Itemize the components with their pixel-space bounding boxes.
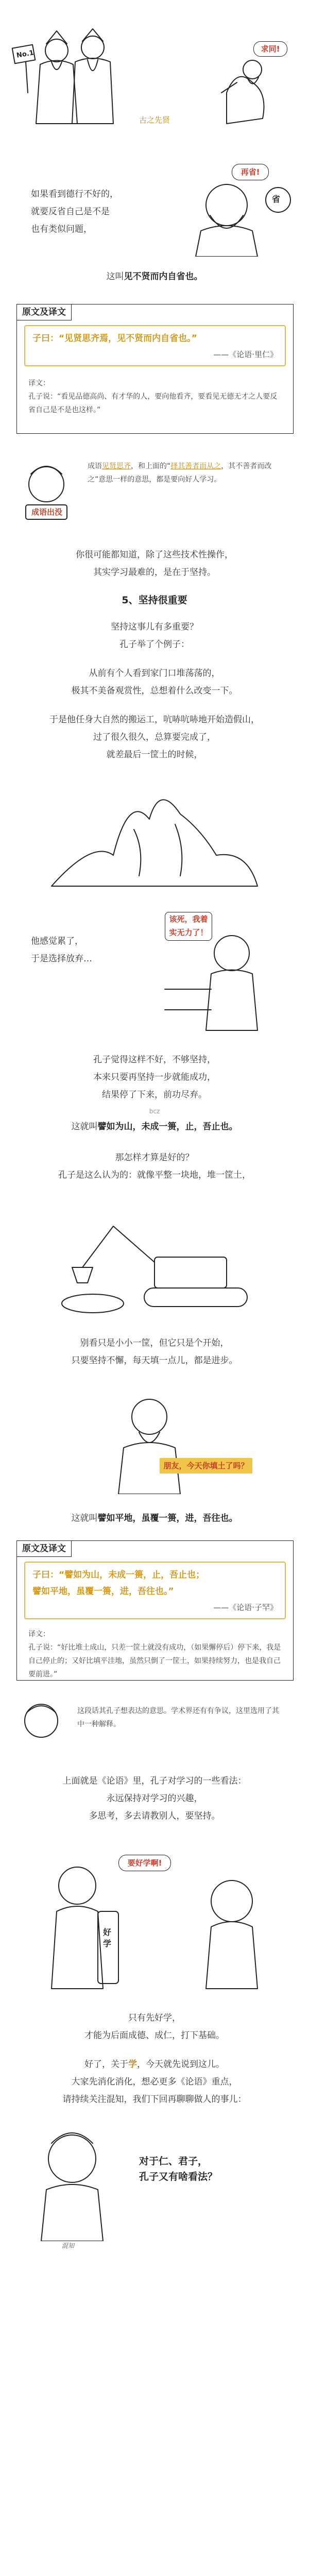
quote-heading: 原文及译文 bbox=[16, 304, 72, 320]
closing-question: 对于仁、君子， 孔子又有啥看法？ bbox=[139, 2156, 218, 2182]
reflect-bubble: 再省! bbox=[232, 164, 269, 180]
panel-caption: 古之先贤 bbox=[139, 115, 170, 125]
sign-label: No.1 bbox=[15, 49, 35, 60]
quote-translation bbox=[28, 377, 282, 417]
quit-bubble: 该死，我着 实无力了！ bbox=[165, 912, 212, 941]
para-10: 别看只是小小一筐，但它只是个开始， 只要坚持不懈，每天填一点儿，都是进步。 bbox=[71, 1338, 238, 1366]
quote-heading: 原文及译文 bbox=[16, 1540, 72, 1557]
reflect-tag: 省 bbox=[272, 194, 281, 204]
intro-conclusion bbox=[0, 268, 309, 285]
mountain-illustration bbox=[31, 773, 278, 891]
study-comic-panel bbox=[31, 1839, 278, 1994]
translation-text: 孔子说：“看见品德高尚、有才华的人，要向他看齐，要看见无德无才之人要反省自己是不是也这样。” bbox=[28, 393, 278, 414]
quote-source: ——《论语·里仁》 bbox=[213, 350, 278, 359]
top-comic-panel bbox=[10, 21, 299, 149]
conclusion-emphasis: 见不贤而内自省也。 bbox=[124, 272, 203, 282]
para-13: 只有先好学， 才能为后面成德、成仁，打下基础。 bbox=[84, 2013, 225, 2041]
scholar-avatar-icon bbox=[15, 1695, 67, 1752]
para-8-note: bcz bbox=[149, 1108, 160, 1115]
quote-box-2 bbox=[16, 1540, 294, 1681]
quote-box-1 bbox=[16, 304, 294, 434]
quote-main bbox=[24, 325, 286, 366]
progress-comic-panel bbox=[103, 1381, 258, 1494]
idiom-stamp bbox=[15, 453, 294, 536]
para-11: 这就叫譬如平地，虽覆一篑，进，吾往也。 bbox=[71, 1513, 238, 1523]
intro-line: 如果看到德行不好的， bbox=[31, 189, 118, 199]
para-2: 你很可能都知道，除了这些技术性操作， 其实学习最难的，是在于坚持。 bbox=[76, 550, 233, 578]
quote-main: 子曰：“譬如为山，未成一篑，止，吾止也； 譬如平地，虽覆一篑，进，吾往也。” ——《论语·子罕》 bbox=[24, 1562, 286, 1619]
quote-line: 子曰：“见贤思齐焉，见不贤而内自省也。” bbox=[32, 333, 197, 344]
closing-comic-panel bbox=[21, 2117, 288, 2251]
reflecting-sage-illustration bbox=[154, 154, 299, 257]
intro-line: 就要反省自己是不是 bbox=[31, 207, 110, 217]
intro-text bbox=[31, 185, 165, 238]
progress-bubble: 朋友，今天你填土了吗？ bbox=[160, 1458, 252, 1473]
ancient-sages-illustration bbox=[10, 21, 299, 149]
mountain-drawing bbox=[31, 773, 278, 891]
para-8: 这就叫譬如为山，未成一篑，止，吾止也。 bbox=[71, 1122, 238, 1132]
study-bubble: 要好学啊! bbox=[118, 1855, 171, 1871]
excavator-illustration bbox=[52, 1195, 268, 1319]
para-4: 从前有个人看到家门口堆荡荡的， 极其不美备观赏性，总想着什么改变一下。 bbox=[71, 668, 238, 696]
conclusion-prefix: 这叫 bbox=[106, 272, 124, 282]
para-5: 于是他任身大自然的搬运工，吭哧吭哧地开始造假山， 过了很久很久，总算要完成了， 就差最后一筐土的时候， bbox=[49, 715, 260, 760]
para-3: 坚持这事儿有多重要？ 孔子举了个例子： bbox=[111, 622, 198, 650]
quit-comic-panel bbox=[154, 907, 299, 1041]
para-9: 那怎样才算是好的？ 孔子是这么认为的：就像平整一块地，堆一筐土， bbox=[58, 1153, 251, 1180]
scholar-avatar-icon bbox=[15, 453, 77, 531]
signature: 混知 bbox=[62, 2242, 75, 2249]
para-12: 上面就是《论语》里，孔子对学习的一些看法： 永远保持对学习的兴趣， 多思考，多去请教别人，要坚持。 bbox=[62, 1776, 247, 1821]
thinking-scholar-illustration bbox=[21, 2117, 124, 2241]
note-stamp bbox=[15, 1695, 294, 1757]
intro-line: 也有类似问题， bbox=[31, 224, 92, 234]
translation-label: 译文： bbox=[28, 379, 50, 387]
excavator-drawing bbox=[52, 1195, 268, 1319]
stamp-label: 成语出没 bbox=[31, 507, 62, 517]
request-bubble: 求同! bbox=[253, 41, 287, 57]
scroll-text: 好学 bbox=[103, 1927, 112, 1948]
stamp-text: 成语见贤思齐，和上面的“择其善者而从之，其不善者而改之”意思一样的意思，都是要向好人学习。 bbox=[88, 462, 272, 484]
para-6: 他感觉累了， 于是选择放弃… bbox=[31, 936, 92, 964]
para-14: 好了，关于学，今天就先说到这儿。 大家先消化消化，想必更多《论语》重点， 请持续关注混知，我们下回再聊聊做人的事儿： bbox=[62, 2059, 247, 2105]
quote-translation: 译文： 孔子说：“好比堆土成山，只差一筐土就没有成功，（如果懈停后）停下来，我是自己停止的；又好比填平洼地，虽然只倒了一筐土，如果持续努力，也是我自己要前进。” bbox=[28, 1630, 281, 1679]
section-title: 5、坚持很重要 bbox=[122, 595, 187, 606]
reflect-comic-panel bbox=[154, 154, 299, 257]
sage-pointing-illustration bbox=[103, 1381, 258, 1494]
para-7: 孔子觉得这样不好，不够坚持， 本来只要再坚持一步就能成功， 结果停了下来，前功尽弃。 bbox=[93, 1055, 216, 1100]
stamp2-text: 这段话其孔子想表达的意思。学术界还有有争议，这里选用了其中一种解释。 bbox=[77, 1707, 279, 1728]
quote-source: ——《论语·子罕》 bbox=[213, 1603, 278, 1612]
